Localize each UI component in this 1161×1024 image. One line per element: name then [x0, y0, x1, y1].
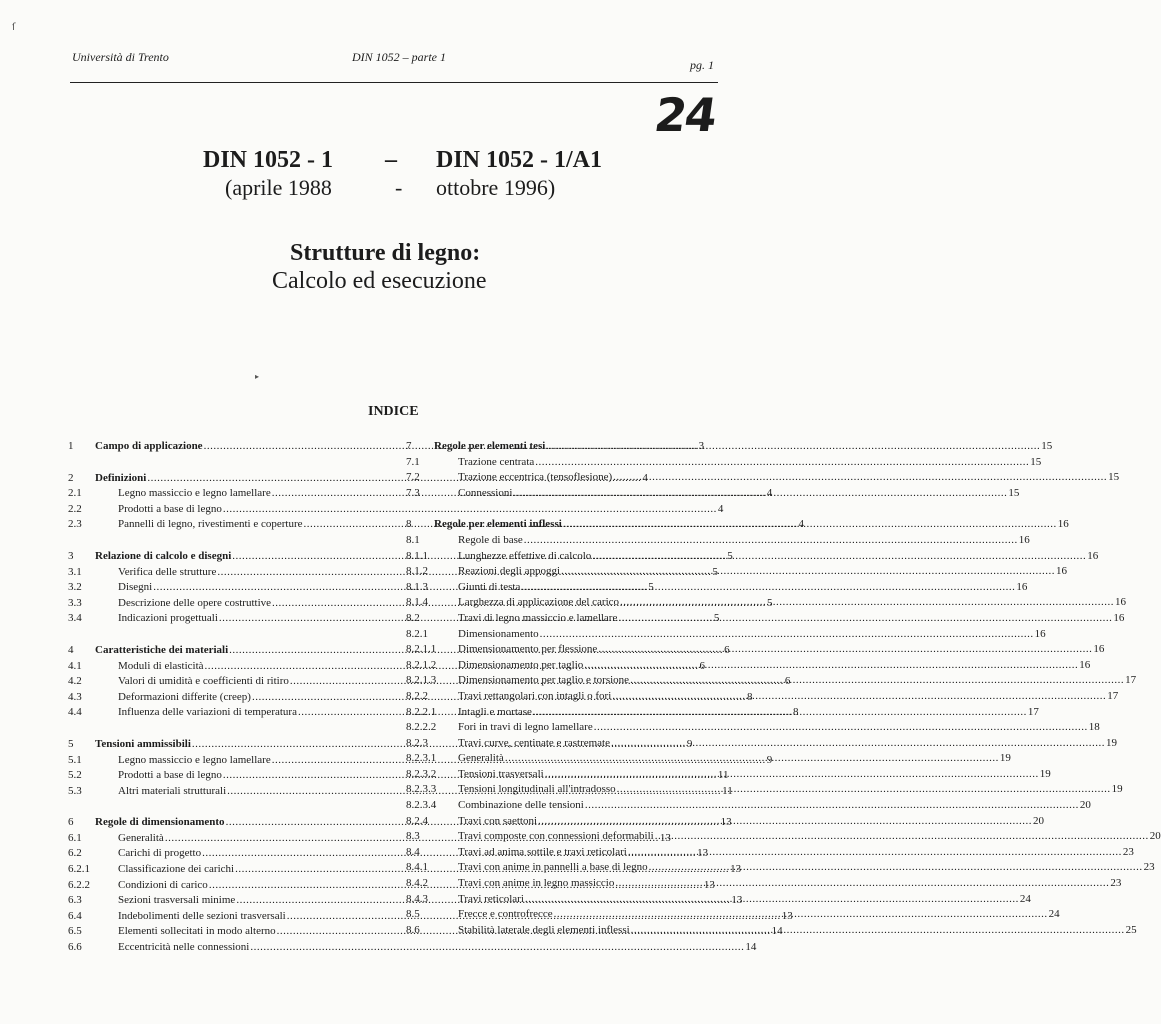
toc-entry-number: 1	[68, 440, 74, 452]
toc-entry-title: Prodotti a base di legno	[118, 769, 222, 782]
toc-entry-page: 6	[784, 675, 791, 688]
toc-entry-number: 2	[68, 471, 74, 484]
toc-entry-title: Tensioni longitudinali all'intradosso	[458, 783, 616, 796]
toc-entry-page: 19	[1106, 736, 1117, 749]
toc-entry-number: 8.2.4	[406, 814, 428, 827]
toc-entry-page: 9	[766, 753, 773, 766]
toc-entry-page: 3	[698, 440, 705, 452]
toc-entry-page: 17	[1027, 705, 1039, 718]
toc-leader-dots	[545, 768, 1039, 780]
toc-entry-page: 13	[659, 831, 671, 844]
toc-entry	[406, 799, 1091, 815]
toc-entry	[406, 752, 1011, 768]
toc-entry-title: Influenza delle variazioni di temperatura	[118, 706, 297, 719]
toc-entry-title: Giunti di testa	[458, 580, 521, 593]
toc-entry-title: Deformazioni differite (creep)	[118, 690, 251, 703]
toc-leader-dots	[584, 659, 1078, 671]
toc-entry-number: 8.6	[406, 923, 420, 936]
toc-leader-dots	[533, 706, 1027, 718]
toc-entry-page: 5	[648, 581, 654, 594]
toc-entry-page: 20	[1079, 799, 1091, 812]
toc-entry-number: 4.2	[68, 675, 82, 688]
toc-entry-title: Campo di applicazione	[95, 440, 203, 452]
toc-entry	[406, 658, 1091, 675]
toc-entry-title: Travi reticolari	[458, 892, 524, 905]
toc-leader-dots	[563, 518, 1057, 530]
toc-entry-number: 8.2.1.2	[406, 658, 437, 671]
toc-entry-page: 16	[1056, 565, 1068, 578]
toc-entry-title: Travi con anime in legno massiccio	[458, 877, 615, 890]
header-university: Università di Trento	[72, 50, 169, 64]
toc-entry-title: Travi ad anima sottile e travi reticolari	[458, 845, 627, 858]
toc-entry-page: 15	[1041, 440, 1053, 452]
toc-entry-title: Relazione di calcolo e disegni	[95, 549, 232, 562]
toc-entry-page: 16	[1018, 533, 1030, 546]
toc-leader-dots	[615, 877, 1109, 889]
toc-entry-title: Generalità	[458, 752, 504, 765]
toc-entry-page: 4	[642, 471, 648, 484]
toc-leader-dots	[513, 487, 1007, 499]
toc-entry-number: 7.1	[406, 455, 420, 468]
toc-entry-page: 4	[766, 487, 773, 500]
toc-entry-number: 3.1	[68, 565, 82, 578]
toc-entry-number: 4.4	[68, 706, 82, 719]
toc-leader-dots	[631, 924, 1125, 936]
toc-entry	[406, 845, 1134, 862]
toc-entry-title: Descrizione delle opere costruttive	[118, 596, 272, 609]
toc-entry	[406, 455, 1042, 472]
toc-leader-dots	[521, 581, 1015, 593]
toc-entry-page: 5	[727, 549, 733, 562]
title-date-2: ottobre 1996)	[436, 175, 556, 200]
toc-entry-title: Dimensionamento per taglio e torsione	[458, 674, 630, 687]
title-standard-2: DIN 1052 - 1/A1	[436, 147, 602, 173]
toc-entry	[406, 549, 1099, 566]
toc-entry-title: Altri materiali strutturali	[118, 784, 227, 797]
toc-entry	[406, 565, 1068, 581]
toc-entry-page: 13	[720, 816, 732, 829]
toc-entry-page: 16	[1087, 549, 1099, 562]
toc-entry-title: Sezioni trasversali minime	[118, 894, 236, 907]
toc-entry-number: 5	[68, 737, 74, 750]
toc-entry	[406, 736, 1117, 753]
toc-leader-dots	[655, 830, 1149, 842]
toc-entry-number: 3.3	[68, 596, 82, 609]
toc-leader-dots	[618, 612, 1112, 624]
toc-entry-title: Lunghezze effettive di calcolo	[458, 549, 592, 562]
header-page-number: pg. 1	[690, 58, 714, 72]
toc-entry-page: 5	[713, 612, 720, 625]
toc-entry	[406, 471, 1120, 487]
toc-entry-page: 16	[1034, 627, 1046, 640]
toc-entry-number: 8.4	[406, 845, 420, 858]
toc-entry-page: 13	[730, 863, 742, 876]
toc-entry-title: Moduli di elasticità	[118, 659, 204, 672]
toc-leader-dots	[628, 846, 1122, 858]
subtitle-bold: Strutture di legno:	[290, 240, 481, 266]
toc-entry-number: 8.1.3	[406, 580, 428, 593]
title-date-1: (aprile 1988	[225, 175, 332, 200]
toc-entry-number: 6.3	[68, 894, 82, 907]
toc-leader-dots	[617, 783, 1111, 795]
toc-entry-title: Travi di legno massiccio e lamellare	[458, 611, 618, 624]
toc-entry-title: Definizioni	[95, 471, 147, 484]
toc-entry-title: Regole per elementi inflessi	[434, 518, 562, 531]
toc-entry-number: 5.3	[68, 784, 82, 797]
toc-entry-page: 5	[712, 565, 718, 578]
toc-entry-title: Dimensionamento per flessione	[458, 643, 598, 656]
toc-entry	[68, 941, 757, 957]
toc-entry-page: 18	[1088, 721, 1100, 734]
toc-entry-page: 24	[1019, 892, 1031, 905]
toc-entry-number: 8.2.1.1	[406, 643, 437, 656]
toc-entry-title: Valori di umidità e coefficienti di ritiro	[118, 675, 289, 688]
toc-entry-page: 5	[767, 596, 773, 609]
toc-entry-number: 8.2.3.4	[406, 799, 437, 812]
toc-entry-page: 11	[717, 769, 729, 782]
toc-entry-page: 25	[1125, 923, 1137, 936]
toc-entry-number: 5.1	[68, 753, 82, 766]
toc-entry-title: Condizioni di carico	[118, 878, 208, 891]
toc-entry-title: Classificazione dei carichi	[118, 863, 235, 876]
toc-entry-number: 8.2.2.2	[406, 721, 437, 734]
toc-entry-title: Trazione centrata	[458, 455, 535, 468]
toc-entry-number: 8.2.3.1	[406, 752, 437, 765]
toc-entry-number: 6.2.1	[68, 863, 90, 876]
toc-entry-title: Travi curve, centinate e rastremate	[458, 736, 610, 749]
toc-entry-number: 3	[68, 549, 74, 562]
toc-entry-number: 6.4	[68, 909, 82, 922]
toc-entry	[406, 533, 1030, 550]
toc-leader-dots	[620, 596, 1114, 608]
toc-entry-title: Travi con anime in pannelli a base di legno	[458, 861, 648, 874]
toc-entry-title: Intagli e mortase	[458, 705, 532, 718]
toc-entry-number: 8.2.3.3	[406, 783, 437, 796]
toc-entry-title: Legno massiccio e legno lamellare	[118, 753, 271, 766]
toc-entry-page: 24	[1048, 908, 1060, 921]
toc-entry-title: Larghezza di applicazione del carico	[458, 596, 620, 609]
toc-entry-page: 13	[703, 878, 715, 891]
title-date-separator: -	[395, 175, 403, 200]
toc-entry-number: 8.4.3	[406, 892, 428, 905]
toc-entry-page: 15	[1108, 471, 1120, 484]
toc-entry-page: 9	[686, 737, 693, 750]
scan-mark: ſ	[12, 22, 16, 33]
handwritten-number: 24	[651, 88, 719, 142]
toc-leader-dots	[554, 908, 1048, 920]
toc-entry-title: Travi rettangolari con intagli o fori	[458, 689, 612, 702]
toc-entry-number: 8.4.2	[406, 877, 428, 890]
toc-section	[406, 518, 1161, 939]
toc-entry-page: 20	[1033, 814, 1045, 827]
toc-entry-number: 8.2.3	[406, 736, 428, 749]
toc-entry-number: 4	[68, 643, 74, 656]
toc-entry	[68, 502, 724, 519]
toc-entry	[406, 596, 1127, 612]
toc-entry-number: 8.5	[406, 908, 420, 921]
toc-entry-number: 8.1.1	[406, 549, 428, 562]
toc-entry-number: 8.1.4	[406, 596, 428, 609]
toc-entry-title: Reazioni degli appoggi	[458, 565, 561, 578]
toc-entry-title: Prodotti a base di legno	[118, 502, 222, 515]
toc-entry-page: 4	[798, 518, 805, 531]
toc-leader-dots	[546, 440, 1040, 452]
toc-entry-page: 13	[697, 847, 709, 860]
toc-entry-number: 2.2	[68, 502, 82, 515]
toc-entry	[406, 721, 1100, 737]
toc-entry	[406, 689, 1119, 706]
toc-entry-number: 8.4.1	[406, 861, 428, 874]
toc-leader-dots	[598, 643, 1092, 655]
toc-entry-page: 6	[699, 659, 706, 672]
toc-entry-number: 8.1.2	[406, 565, 428, 578]
toc-entry-page: 16	[1079, 658, 1091, 671]
toc-entry-title: Regole per elementi tesi	[434, 440, 546, 452]
header-document: DIN 1052 – parte 1	[352, 50, 446, 64]
toc-entry-title: Connessioni	[458, 486, 513, 499]
toc-entry-title: Elementi sollecitati in modo alterno	[118, 925, 276, 938]
toc-leader-dots	[592, 550, 1086, 562]
toc-entry-number: 6	[68, 816, 74, 829]
toc-entry-number: 3.2	[68, 581, 82, 594]
toc-section	[406, 440, 1120, 502]
toc-entry-title: Tensioni trasversali	[458, 767, 544, 780]
toc-entry-number: 8.3	[406, 830, 420, 843]
toc-entry-page: 13	[731, 894, 743, 907]
toc-entry-title: Generalità	[118, 831, 164, 844]
toc-leader-dots	[525, 893, 1019, 905]
toc-entry-title: Indicazioni progettuali	[118, 612, 218, 625]
toc-entry-title: Pannelli di legno, rivestimenti e coperture	[118, 518, 303, 531]
toc-entry	[406, 627, 1046, 644]
toc-entry-title: Tensioni ammissibili	[95, 737, 191, 750]
toc-entry-number: 2.3	[68, 518, 82, 531]
header-rule	[70, 82, 718, 83]
toc-entry-page: 15	[1030, 455, 1042, 468]
toc-entry-number: 6.2.2	[68, 878, 90, 891]
toc-entry-number: 8.2.1	[406, 627, 428, 640]
toc-right-column	[406, 440, 1161, 955]
subtitle: Calcolo ed esecuzione	[272, 268, 487, 294]
toc-entry-number: 8	[406, 518, 412, 531]
toc-entry-page: 13	[781, 909, 793, 922]
toc-entry-number: 4.1	[68, 659, 82, 672]
toc-leader-dots	[538, 815, 1032, 827]
toc-entry-page: 23	[1110, 877, 1122, 890]
toc-entry-number: 8.1	[406, 533, 420, 546]
toc-entry-page: 17	[1107, 689, 1119, 702]
toc-leader-dots	[585, 799, 1079, 811]
toc-leader-dots	[630, 674, 1124, 686]
toc-leader-dots	[540, 628, 1034, 640]
toc-entry-title: Eccentricità nelle connessioni	[118, 941, 250, 954]
toc-entry-number: 7.2	[406, 471, 420, 484]
toc-entry-title: Dimensionamento	[458, 627, 539, 640]
toc-entry-title: Dimensionamento per taglio	[458, 658, 584, 671]
toc-entry-page: 19	[1111, 783, 1123, 796]
title-standard-1: DIN 1052 - 1	[203, 147, 333, 173]
toc-entry-number: 5.2	[68, 769, 82, 782]
toc-entry-number: 6.1	[68, 831, 82, 844]
toc-entry-number: 3.4	[68, 612, 82, 625]
toc-entry-title: Verifica delle strutture	[118, 565, 217, 578]
toc-entry-page: 8	[746, 690, 753, 703]
toc-entry-page: 6	[724, 643, 730, 656]
toc-leader-dots	[535, 456, 1029, 468]
toc-entry-number: 2.1	[68, 487, 82, 500]
toc-leader-dots	[561, 565, 1055, 577]
toc-entry-number: 7	[406, 440, 412, 452]
toc-entry-page: 20	[1149, 830, 1161, 843]
toc-entry-title: Disegni	[118, 581, 153, 594]
toc-entry-title: Regole di base	[458, 533, 523, 546]
index-heading: INDICE	[368, 404, 419, 419]
toc-entry-page: 19	[1039, 767, 1051, 780]
toc-leader-dots	[505, 752, 999, 764]
toc-leader-dots	[613, 471, 1107, 483]
scan-mark: ▸	[255, 372, 260, 381]
toc-entry	[406, 705, 1039, 722]
toc-leader-dots	[524, 534, 1018, 546]
toc-leader-dots	[612, 690, 1106, 702]
toc-entry-title: Travi con saettoni	[458, 814, 538, 827]
toc-entry-page: 16	[1016, 580, 1028, 593]
toc-entry	[406, 674, 1137, 690]
toc-entry	[406, 877, 1122, 893]
toc-entry-page: 15	[1008, 486, 1020, 499]
toc-entry	[406, 486, 1020, 503]
toc-entry-title: Carichi di progetto	[118, 847, 202, 860]
toc-entry-title: Indebolimenti delle sezioni trasversali	[118, 909, 286, 922]
toc-entry	[406, 440, 1053, 456]
toc-entry-page: 16	[1057, 518, 1069, 531]
toc-entry-number: 6.6	[68, 941, 82, 954]
toc-entry-number: 6.2	[68, 847, 82, 860]
toc-entry-page: 4	[717, 502, 724, 515]
toc-entry-number: 8.2	[406, 611, 420, 624]
toc-entry-number: 7.3	[406, 486, 420, 499]
toc-entry-page: 16	[1115, 596, 1127, 609]
toc-entry-page: 16	[1113, 611, 1125, 624]
toc-leader-dots	[594, 721, 1088, 733]
toc-entry-title: Stabilità laterale degli elementi inflessi	[458, 923, 630, 936]
toc-entry-title: Trazione eccentrica (tensoflesione)	[458, 471, 613, 484]
toc-entry-page: 17	[1125, 674, 1137, 687]
toc-entry-page: 16	[1093, 643, 1105, 656]
toc-entry-title: Travi composte con connessioni deformabili	[458, 830, 654, 843]
toc-entry-page: 11	[722, 784, 733, 797]
toc-leader-dots	[611, 737, 1105, 749]
toc-entry-title: Combinazione delle tensioni	[458, 799, 584, 812]
toc-entry-page: 14	[771, 925, 783, 938]
toc-entry-page: 14	[745, 941, 757, 954]
toc-entry-number: 8.2.1.3	[406, 674, 437, 687]
toc-entry-page: 8	[792, 706, 799, 719]
toc-entry	[406, 611, 1125, 628]
toc-entry	[406, 580, 1028, 597]
toc-entry-number: 8.2.2.1	[406, 705, 437, 718]
toc-entry-page: 23	[1122, 845, 1134, 858]
toc-entry-number: 8.2.3.2	[406, 767, 437, 780]
toc-entry-title: Frecce e controfrecce	[458, 908, 553, 921]
toc-entry-number: 6.5	[68, 925, 82, 938]
toc-entry-page: 19	[999, 752, 1011, 765]
toc-entry-number: 8.2.2	[406, 689, 428, 702]
toc-entry	[406, 518, 1069, 534]
toc-entry	[406, 643, 1105, 659]
toc-entry-title: Regole di dimensionamento	[95, 816, 225, 829]
toc-entry-page: 23	[1143, 861, 1155, 874]
toc-entry-number: 4.3	[68, 690, 82, 703]
title-separator: –	[385, 147, 397, 173]
toc-entry-title: Legno massiccio e legno lamellare	[118, 487, 271, 500]
toc-entry-title: Fori in travi di legno lamellare	[458, 721, 593, 734]
toc-entry-title: Caratteristiche dei materiali	[95, 643, 229, 656]
toc-leader-dots	[649, 861, 1143, 876]
toc-entry	[406, 830, 1161, 846]
